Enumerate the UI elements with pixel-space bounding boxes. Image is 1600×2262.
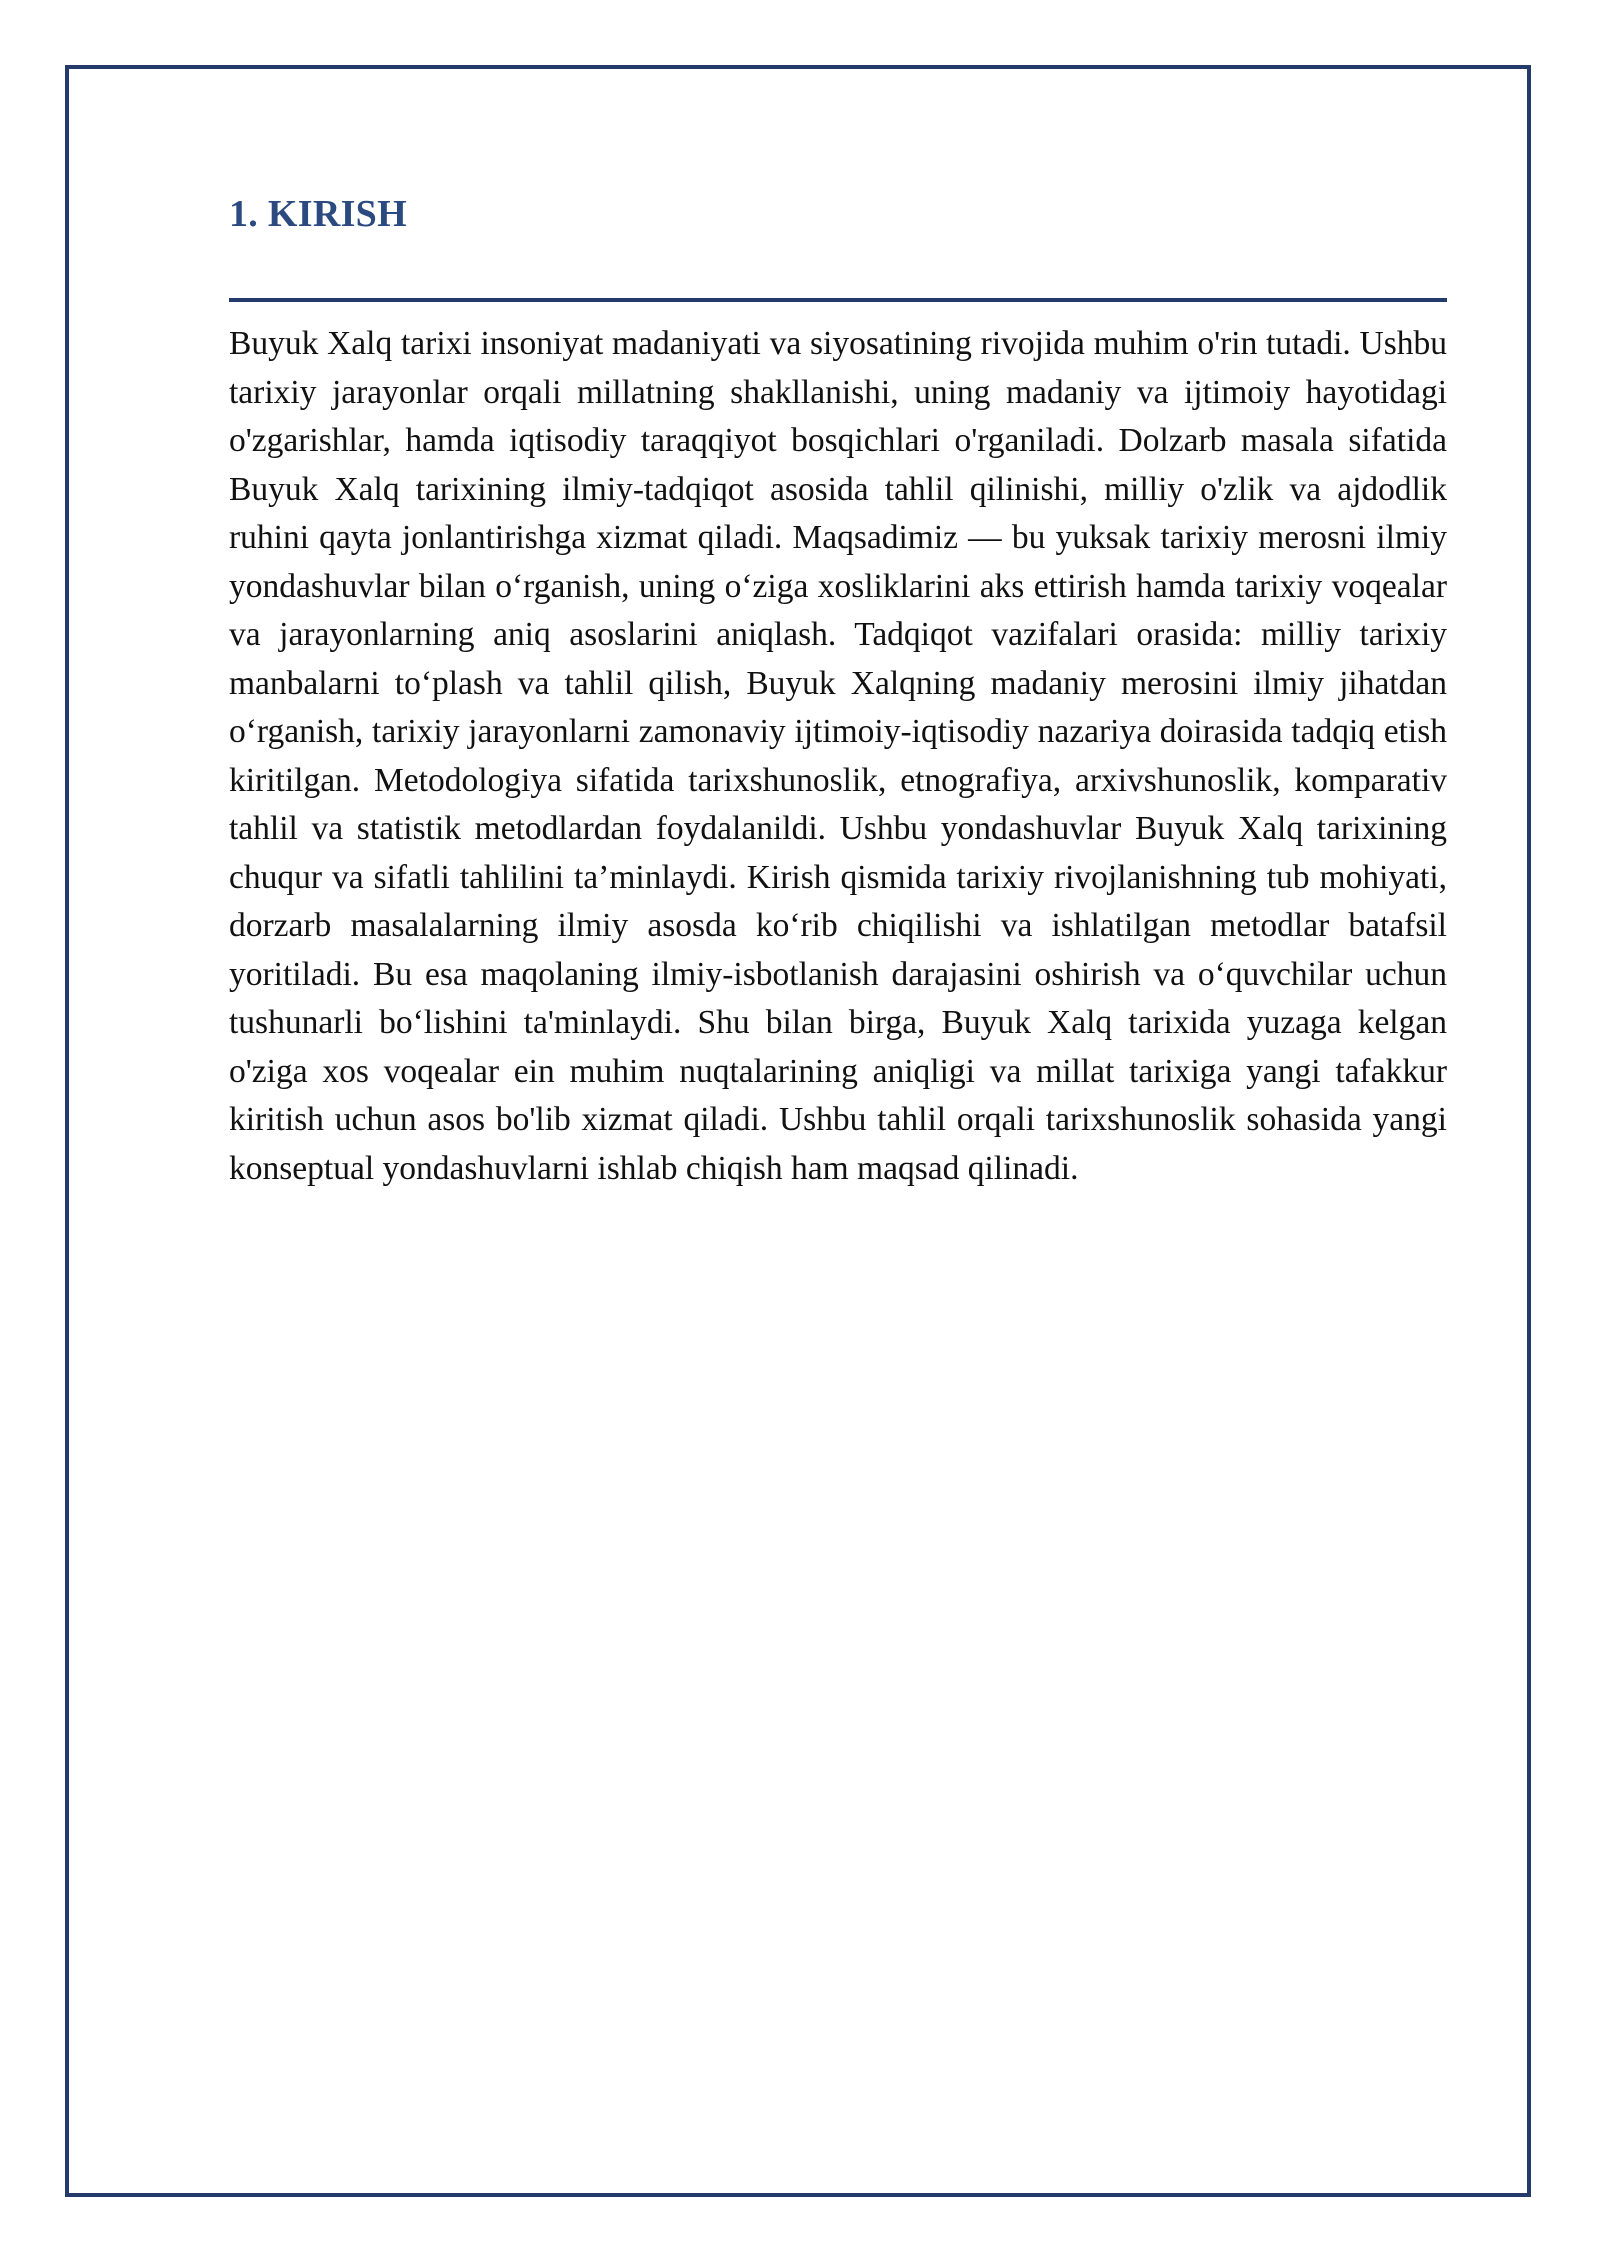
body-paragraph: Buyuk Xalq tarixi insoniyat madaniyati va siyosatining rivojida muhim o'rin tutadi. Ushbu tarixiy jarayonlar orqali millatning shakllanishi, uning madaniy va ijtimoiy hayotidagi o'zgarishlar, hamda iqtisodiy taraqqiyot bosqichlari o'rganiladi. Dolzarb masala sifatida Buyuk Xalq tarixining ilmiy-tadqiqot asosida tahlil qilinishi, milliy o'zlik va ajdodlik ruhini qayta jonlantirishga xizmat qiladi. Maqsadimiz — bu yuksak tarixiy merosni ilmiy yondashuvlar bilan o‘rganish, uning o‘ziga xosliklarini aks ettirish hamda tarixiy voqealar va jarayonlarning aniq asoslarini aniqlash. Tadqiqot vazifalari orasida: milliy tarixiy manbalarni to‘plash va tahlil qilish, Buyuk Xalqning madaniy merosini ilmiy jihatdan o‘rganish, tarixiy jarayonlarni zamonaviy ijtimoiy-iqtisodiy nazariya doirasida tadqiq etish kiritilgan. Metodologiya sifatida tarixshunoslik, etnografiya, arxivshunoslik, komparativ tahlil va statistik metodlardan foydalanildi. Ushbu yondashuvlar Buyuk Xalq tarixining chuqur va sifatli tahlilini ta’minlaydi. Kirish qismida tarixiy rivojlanishning tub mohiyati, dorzarb masalalarning ilmiy asosda ko‘rib chiqilishi va ishlatilgan metodlar batafsil yoritiladi. Bu esa maqolaning ilmiy-isbotlanish darajasini oshirish va o‘quvchilar uchun tushunarli bo‘lishini ta'minlaydi. Shu bilan birga, Buyuk Xalq tarixida yuzaga kelgan o'ziga xos voqealar ein muhim nuqtalarining aniqligi va millat tarixiga yangi tafakkur kiritish uchun asos bo'lib xizmat qiladi. Ushbu tahlil orqali tarixshunoslik sohasida yangi konseptual yondashuvlarni ishlab chiqish ham maqsad qilinadi. [229,325,1447,1187]
section-title: 1. KIRISH [229,193,407,235]
document-content [229,190,1447,1193]
title-divider [229,298,1447,302]
